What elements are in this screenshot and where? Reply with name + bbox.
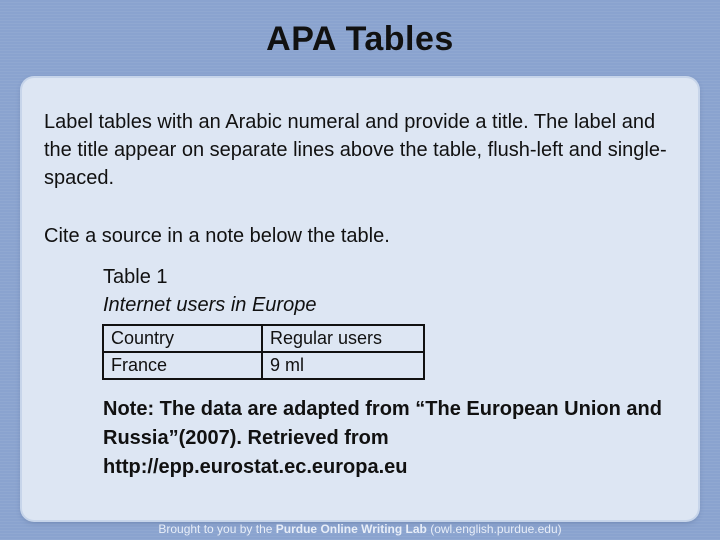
table-note: Note: The data are adapted from “The European Union and Russia”(2007). Retrieved from http://epp.eurostat.ec.europa.eu xyxy=(103,398,662,478)
table-label: Table 1 xyxy=(103,266,168,288)
table-row xyxy=(103,352,424,379)
footer-credit xyxy=(0,522,720,536)
slide-title: APA Tables xyxy=(266,20,454,58)
table-cell: France xyxy=(103,352,262,379)
instruction-paragraph-label: Label tables with an Arabic numeral and provide a title. The label and the title appear on separate lines above the table, flush-left and single-spaced. xyxy=(44,111,667,189)
footer-prefix: Brought to you by the xyxy=(158,522,276,536)
table-cell: 9 ml xyxy=(262,352,424,379)
example-table xyxy=(102,324,425,380)
footer-suffix: (owl.english.purdue.edu) xyxy=(426,522,562,536)
footer-lab-name: Purdue Online Writing Lab xyxy=(275,522,427,536)
table-cell: Country xyxy=(103,325,262,352)
table-title: Internet users in Europe xyxy=(103,294,317,316)
table-row xyxy=(103,325,424,352)
instruction-paragraph-cite: Cite a source in a note below the table. xyxy=(44,225,390,247)
table-cell: Regular users xyxy=(262,325,424,352)
